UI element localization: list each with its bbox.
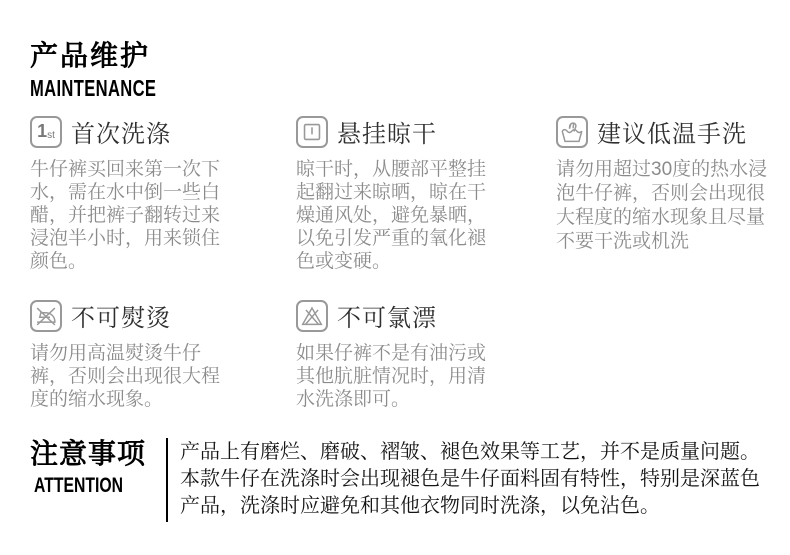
attention-section <box>30 438 760 522</box>
attention-subtitle: ATTENTION <box>34 474 123 497</box>
card-title: 悬挂晾干 <box>337 121 437 148</box>
care-card-hang-dry <box>296 114 516 273</box>
no-bleach-icon <box>296 300 328 332</box>
attention-text <box>180 438 760 520</box>
first-wash-icon <box>30 116 62 148</box>
attention-line: 本款牛仔在洗涤时会出现褪色是牛仔面料固有特性，特别是深蓝色 <box>180 468 760 490</box>
card-title: 首次洗涤 <box>71 121 171 148</box>
card-description: 如果仔裤不是有油污或其他肮脏情况时，用清水洗涤即可。 <box>296 343 487 410</box>
care-card-no-bleach <box>296 298 516 411</box>
card-description: 请勿用超过30度的热水浸泡牛仔裤，否则会出现很大程度的缩水现象且尽量不要干洗或机洗 <box>556 159 768 252</box>
card-header <box>296 114 516 149</box>
card-title: 不可氯漂 <box>337 305 437 332</box>
card-description: 牛仔裤买回来第一次下水，需在水中倒一些白醋，并把裤子翻转过来浸泡半小时，用来锁住颜色。 <box>30 159 221 272</box>
hand-wash-icon <box>556 116 588 148</box>
vertical-divider <box>166 438 168 522</box>
card-header <box>296 298 516 333</box>
card-header <box>556 114 784 149</box>
icon-ordinal-suffix: st <box>47 130 55 141</box>
card-title: 不可熨烫 <box>71 305 171 332</box>
no-iron-icon <box>30 300 62 332</box>
card-description: 晾干时，从腰部平整挂起翻过来晾晒，晾在干燥通风处，避免暴晒，以免引发严重的氧化褪色或变硬。 <box>296 159 487 272</box>
card-header <box>30 114 250 149</box>
care-card-first-wash <box>30 114 250 273</box>
attention-line: 产品上有磨烂、磨破、褶皱、褪色效果等工艺，并不是质量问题。 <box>180 441 760 463</box>
care-card-hand-wash <box>556 114 784 254</box>
page-subtitle: MAINTENANCE <box>30 75 157 101</box>
card-description: 请勿用高温熨烫牛仔裤，否则会出现很大程度的缩水现象。 <box>30 343 221 410</box>
care-card-no-iron <box>30 298 250 411</box>
hang-dry-icon <box>296 116 328 148</box>
card-header <box>30 298 250 333</box>
page-title: 产品维护 <box>30 40 151 71</box>
section-header <box>30 40 205 102</box>
attention-line: 产品，洗涤时应避免和其他衣物同时洗涤，以免沾色。 <box>180 495 660 517</box>
card-title: 建议低温手洗 <box>597 121 747 148</box>
icon-number: 1 <box>37 121 48 141</box>
attention-title: 注意事项 <box>30 438 147 469</box>
attention-label <box>30 438 154 498</box>
